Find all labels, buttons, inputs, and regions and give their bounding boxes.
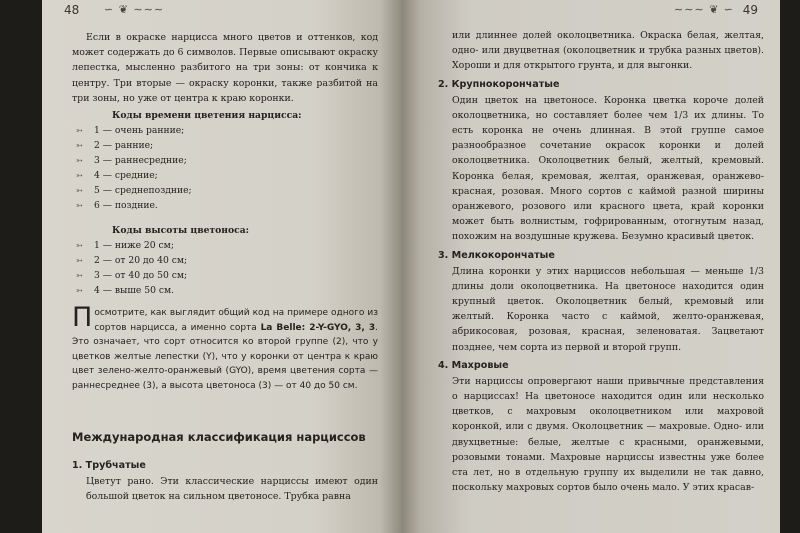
group-2-text: Один цветок на цветоносе. Коронка цветка короче долей околоцветника, но составляет более чем 1/3 их длины. То есть коронка не очень длинная. В этой группе самое разнообразное сочетание окрасок коронки и долей околоцветника. Околоцветник белый, желтый, кремовый. Коронка белая, кремовая, желтая, оранжевая, оранжево-красная, розовая. Много сортов с каймой разной ширины оранжевого, розового или красного цвета, край коронки может быть волнистым, гофрированным, отогнутым назад, похожим на воздушные кружева. Безумно красивый цветок. xyxy=(452,94,764,243)
bullet-icon: ➳ xyxy=(76,171,83,181)
height-codes-list xyxy=(72,238,378,298)
left-page-number: 48 xyxy=(64,3,80,17)
right-top-text: или длиннее долей околоцветника. Окраска белая, желтая, одно- или двуцветная (околоцветник и трубка разных цветов). Хороши и для открытого грунта, и для выгонки. xyxy=(452,30,764,72)
example-paragraph: Посмотрите, как выглядит общий код на примере одного из сортов нарцисса, а именно сорта La Belle: 2-Y-GYO, 3, 3. Это означает, что сорт относится ко второй группе (2), что у цветков желтые лепестки (Y), что у коронки от центра к краю цвет зелено-желто-оранжевый (GYO), время цветения сорта — раннесреднее (3), а высота цветоноса (3) — от 40 до 50 см. xyxy=(72,302,378,391)
group-1-text: Цветут рано. Эти классические нарциссы имеют один большой цветок на сильном цветоносе. Трубка равна xyxy=(86,475,378,502)
left-page xyxy=(42,0,402,533)
bullet-icon: ➳ xyxy=(76,271,83,281)
right-page xyxy=(402,0,780,533)
bloom-code-item: ➳ 2 — ранние; xyxy=(76,140,154,152)
height-codes-title: Коды высоты цветоноса: xyxy=(112,225,250,237)
bullet-icon: ➳ xyxy=(76,141,83,151)
group-4-text: Эти нарциссы опровергают наши привычные представления о нарциссах! На цветоносе находится один или несколько цветков, с махровым околоцветником или махровой коронкой, или с двумя. Околоцветник — махровые. Одно- или двухцветные: белые, желтые с красными, оранжевыми, розовыми тонами. Махровые нарциссы известны уже более ста лет, но в отдельную группу их выделили не так давно, поскольку махровых сортов было очень мало. У этих красав- xyxy=(452,375,764,494)
bloom-code-item: ➳ 5 — среднепоздние; xyxy=(76,185,192,197)
bullet-icon: ➳ xyxy=(76,201,83,211)
height-code-item: ➳ 1 — ниже 20 см; xyxy=(76,240,174,252)
left-header-ornament-icon: ∽ ❦ ∼∼∼ xyxy=(104,3,165,16)
drop-cap: П xyxy=(72,302,93,334)
group-1-title: 1. Трубчатые xyxy=(72,459,146,471)
section-title: Международная классификация нарциссов xyxy=(72,429,366,444)
bullet-icon: ➳ xyxy=(76,241,83,251)
bullet-icon: ➳ xyxy=(76,156,83,166)
group-3-text: Длина коронки у этих нарциссов небольшая — меньше 1/3 длины доли околоцветника. На цветоносе находится один крупный цветок. Околоцветник белый, кремовый или желтый. Коронка часто с каймой, желто-оранжевая, абрикосовая, розовая, красная, зеленоватая. Зацветают позднее, чем сорта из первой и второй групп. xyxy=(452,265,764,353)
bullet-icon: ➳ xyxy=(76,186,83,196)
bloom-codes-title: Коды времени цветения нарцисса: xyxy=(112,110,302,122)
right-header-ornament-icon: ∼∼∼ ❦ ∽ xyxy=(673,3,734,16)
right-page-number: 49 xyxy=(742,3,758,17)
bloom-code-item: ➳ 4 — средние; xyxy=(76,170,158,182)
bullet-icon: ➳ xyxy=(76,256,83,266)
height-code-item: ➳ 2 — от 20 до 40 см; xyxy=(76,255,188,267)
bullet-icon: ➳ xyxy=(76,126,83,136)
height-code-item: ➳ 4 — выше 50 см. xyxy=(76,285,175,297)
group-2-title: 2. Крупнокорончатые xyxy=(438,78,560,90)
bloom-codes-list xyxy=(72,123,378,213)
left-intro-paragraph: Если в окраске нарцисса много цветов и оттенков, код может содержать до 6 символов. Первые описывают окраску лепестка, мысленно разбитого на три зоны: от кончика к центру. Три вторые — окраску коронки, также разбитой на три зоны, но уже от центра к краю коронки. xyxy=(72,32,378,104)
bullet-icon: ➳ xyxy=(76,286,83,296)
cultivar-code: La Belle: 2-Y-GYO, 3, 3 xyxy=(260,322,376,333)
height-code-item: ➳ 3 — от 40 до 50 см; xyxy=(76,270,188,282)
bloom-code-item: ➳ 6 — поздние. xyxy=(76,200,158,212)
bloom-code-item: ➳ 3 — раннесредние; xyxy=(76,155,187,167)
group-4-title: 4. Махровые xyxy=(438,359,509,371)
group-3-title: 3. Мелкокорончатые xyxy=(438,249,555,261)
bloom-code-item: ➳ 1 — очень ранние; xyxy=(76,125,185,137)
